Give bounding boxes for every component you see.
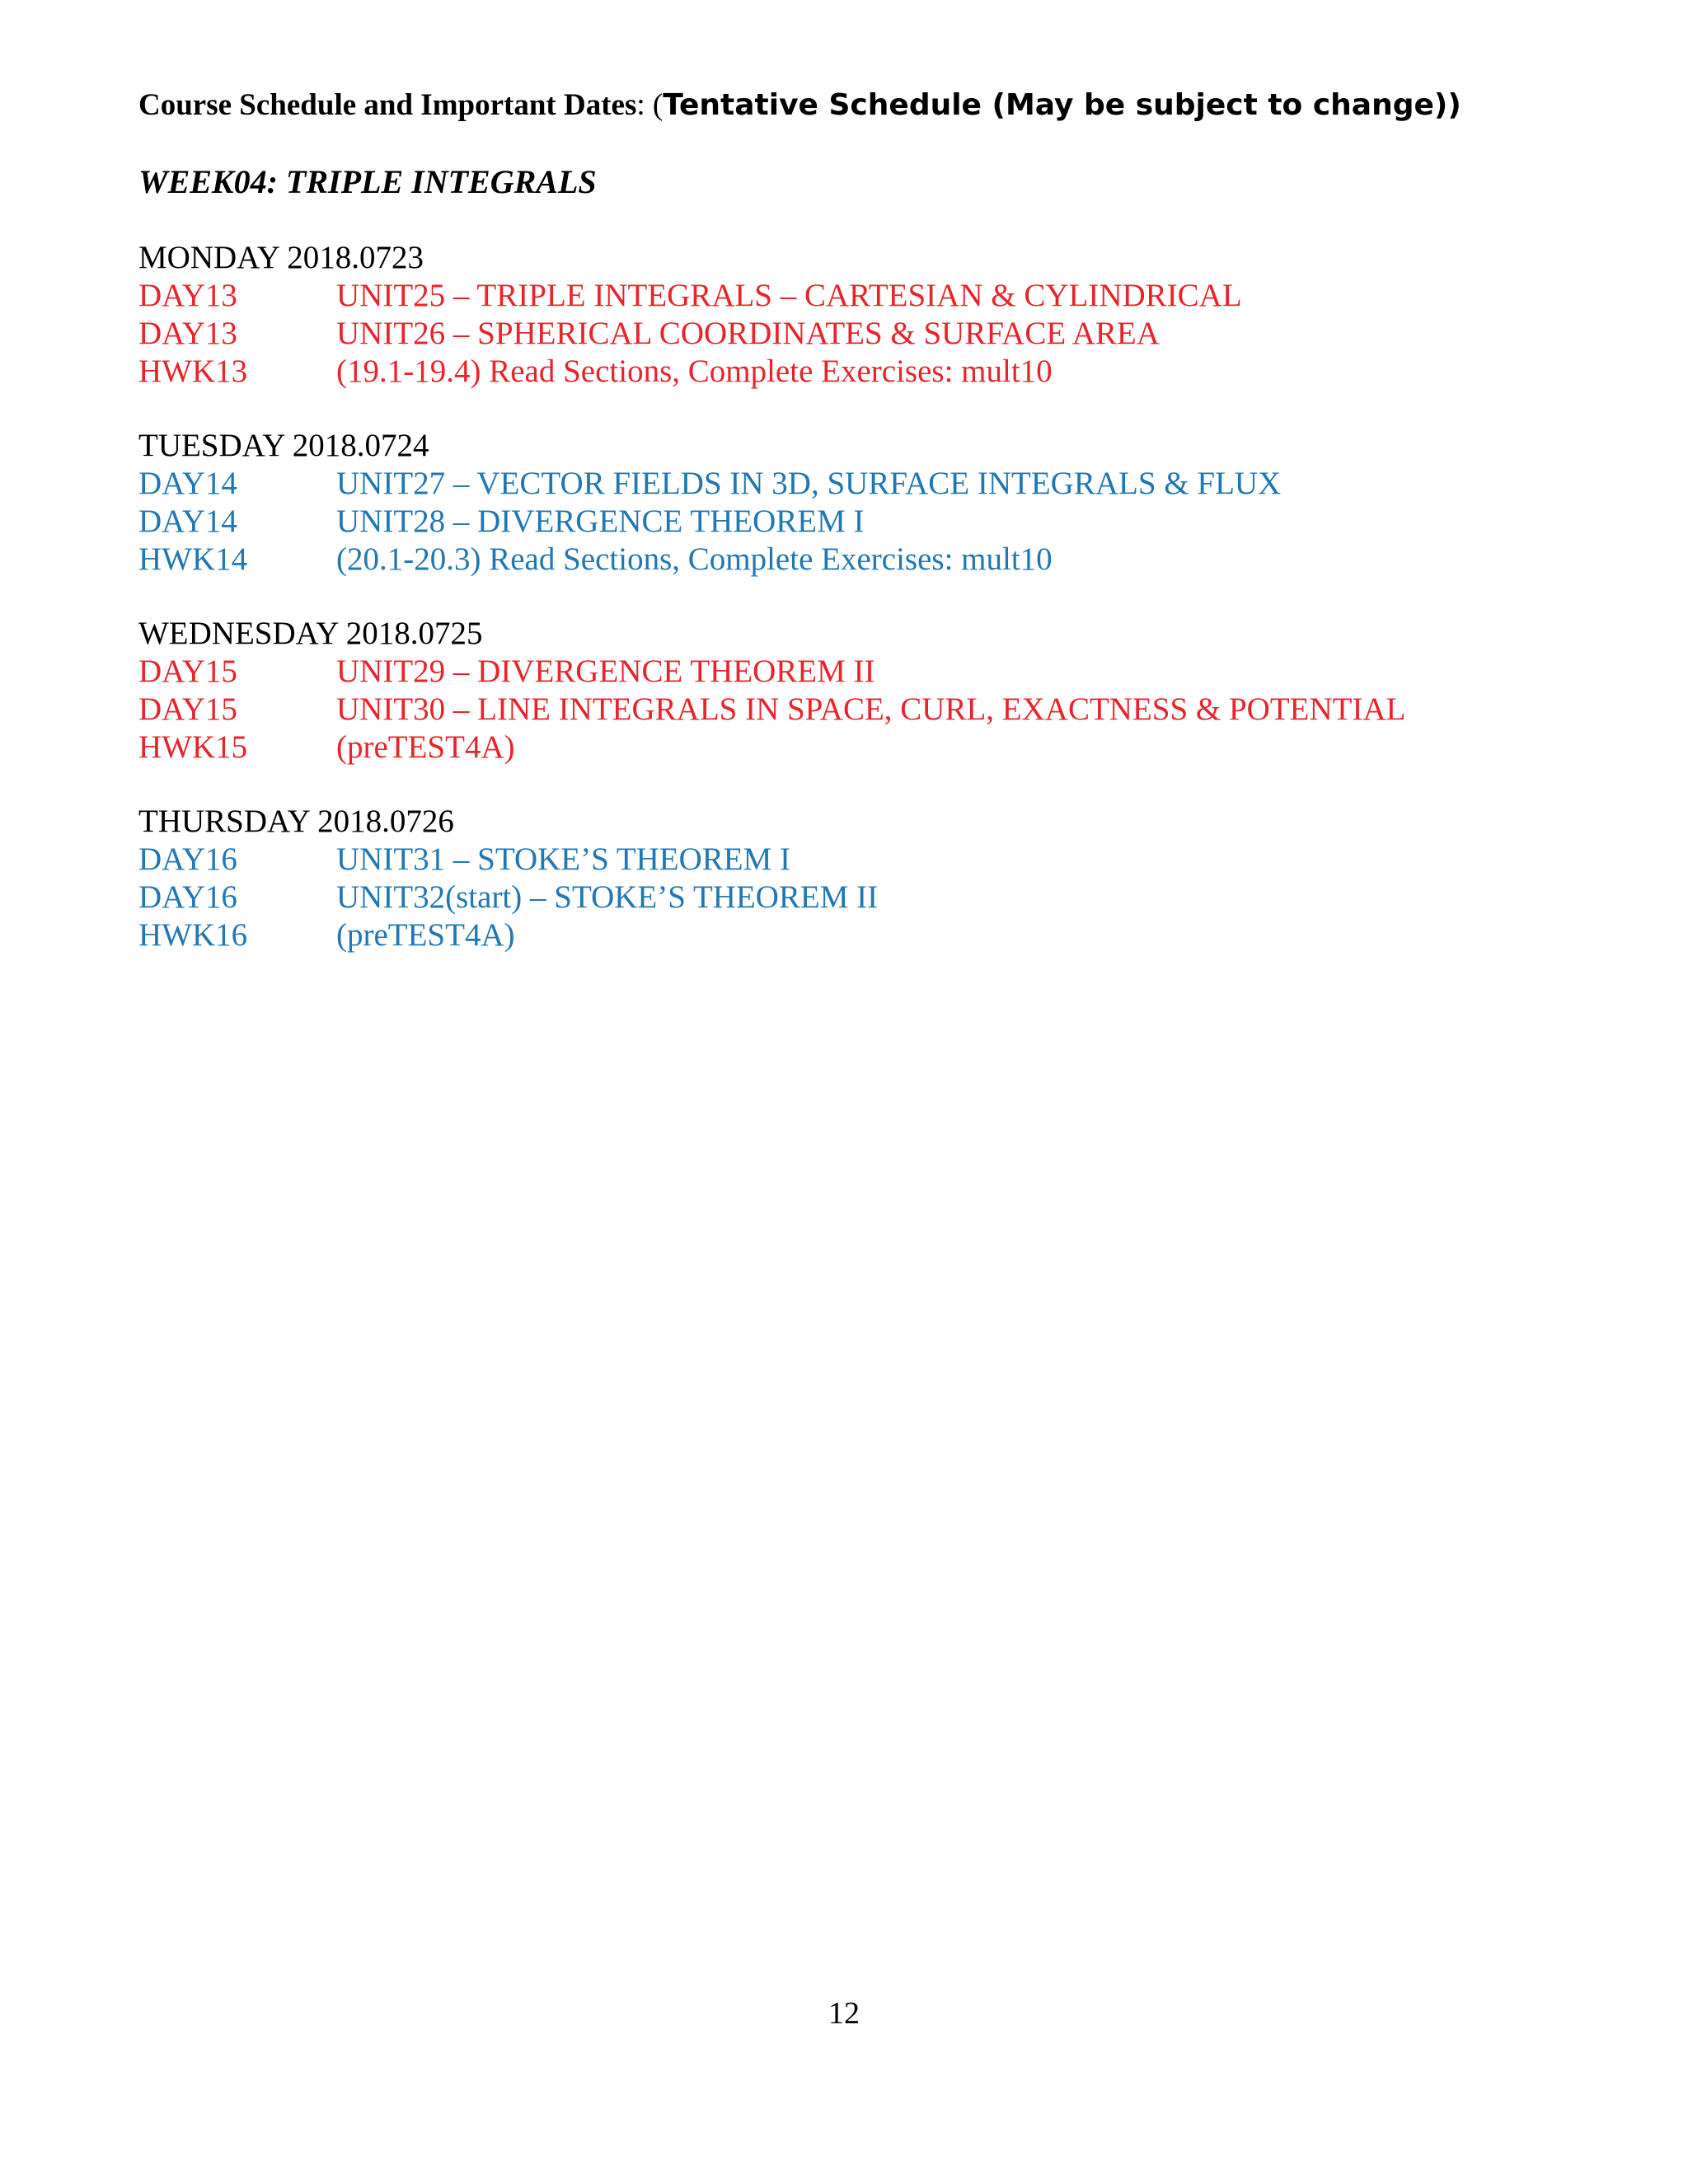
- schedule-row: [138, 277, 1242, 315]
- schedule-row: [138, 353, 1242, 391]
- schedule-heading: [138, 84, 1461, 127]
- row-text: (20.1-20.3) Read Sections, Complete Exercises: mult10: [336, 541, 1053, 577]
- row-code: HWK16: [138, 917, 248, 953]
- row-code: DAY14: [138, 466, 237, 501]
- row-text: UNIT27 – VECTOR FIELDS IN 3D, SURFACE INTEGRALS & FLUX: [336, 466, 1282, 501]
- row-text: UNIT26 – SPHERICAL COORDINATES & SURFACE AREA: [336, 316, 1160, 351]
- day-header: TUESDAY 2018.0724: [138, 428, 429, 463]
- heading-label: Course Schedule and Important Dates: [138, 88, 637, 122]
- row-text: UNIT25 – TRIPLE INTEGRALS – CARTESIAN & CYLINDRICAL: [336, 278, 1242, 313]
- row-code: DAY15: [138, 654, 237, 689]
- page-number: 12: [828, 1996, 860, 2031]
- row-text: (19.1-19.4) Read Sections, Complete Exercises: mult10: [336, 354, 1053, 389]
- row-code: DAY16: [138, 879, 237, 915]
- row-code: HWK15: [138, 729, 248, 765]
- day-header: WEDNESDAY 2018.0725: [138, 616, 483, 651]
- heading-tentative-note: Tentative Schedule (May be subject to change)): [663, 88, 1461, 122]
- row-text: UNIT32(start) – STOKE’S THEOREM II: [336, 879, 879, 915]
- schedule-row: [138, 729, 1405, 766]
- schedule-row: [138, 465, 1281, 503]
- schedule-row: [138, 879, 878, 916]
- day-header: THURSDAY 2018.0726: [138, 804, 454, 839]
- day-block-tuesday: [138, 427, 1281, 579]
- row-code: HWK14: [138, 541, 248, 577]
- schedule-row: [138, 653, 1405, 691]
- row-code: DAY14: [138, 504, 237, 539]
- day-block-thursday: [138, 803, 878, 954]
- row-code: HWK13: [138, 354, 248, 389]
- schedule-row: [138, 315, 1242, 353]
- day-block-wednesday: [138, 615, 1405, 766]
- schedule-row: [138, 841, 878, 879]
- row-code: DAY16: [138, 841, 237, 877]
- row-text: (preTEST4A): [336, 729, 515, 765]
- row-code: DAY13: [138, 316, 237, 351]
- row-code: DAY15: [138, 691, 237, 727]
- schedule-row: [138, 503, 1281, 541]
- day-header: MONDAY 2018.0723: [138, 240, 424, 275]
- row-text: UNIT31 – STOKE’S THEOREM I: [336, 841, 791, 877]
- row-text: UNIT29 – DIVERGENCE THEOREM II: [336, 654, 875, 689]
- schedule-row: [138, 916, 878, 954]
- row-code: DAY13: [138, 278, 237, 313]
- row-text: UNIT28 – DIVERGENCE THEOREM I: [336, 504, 865, 539]
- row-text: UNIT30 – LINE INTEGRALS IN SPACE, CURL, EXACTNESS & POTENTIAL: [336, 691, 1406, 727]
- week-title: WEEK04: TRIPLE INTEGRALS: [138, 163, 597, 200]
- heading-separator: : (: [636, 88, 663, 122]
- schedule-row: [138, 541, 1281, 579]
- schedule-row: [138, 691, 1405, 729]
- row-text: (preTEST4A): [336, 917, 515, 953]
- day-block-monday: [138, 239, 1242, 391]
